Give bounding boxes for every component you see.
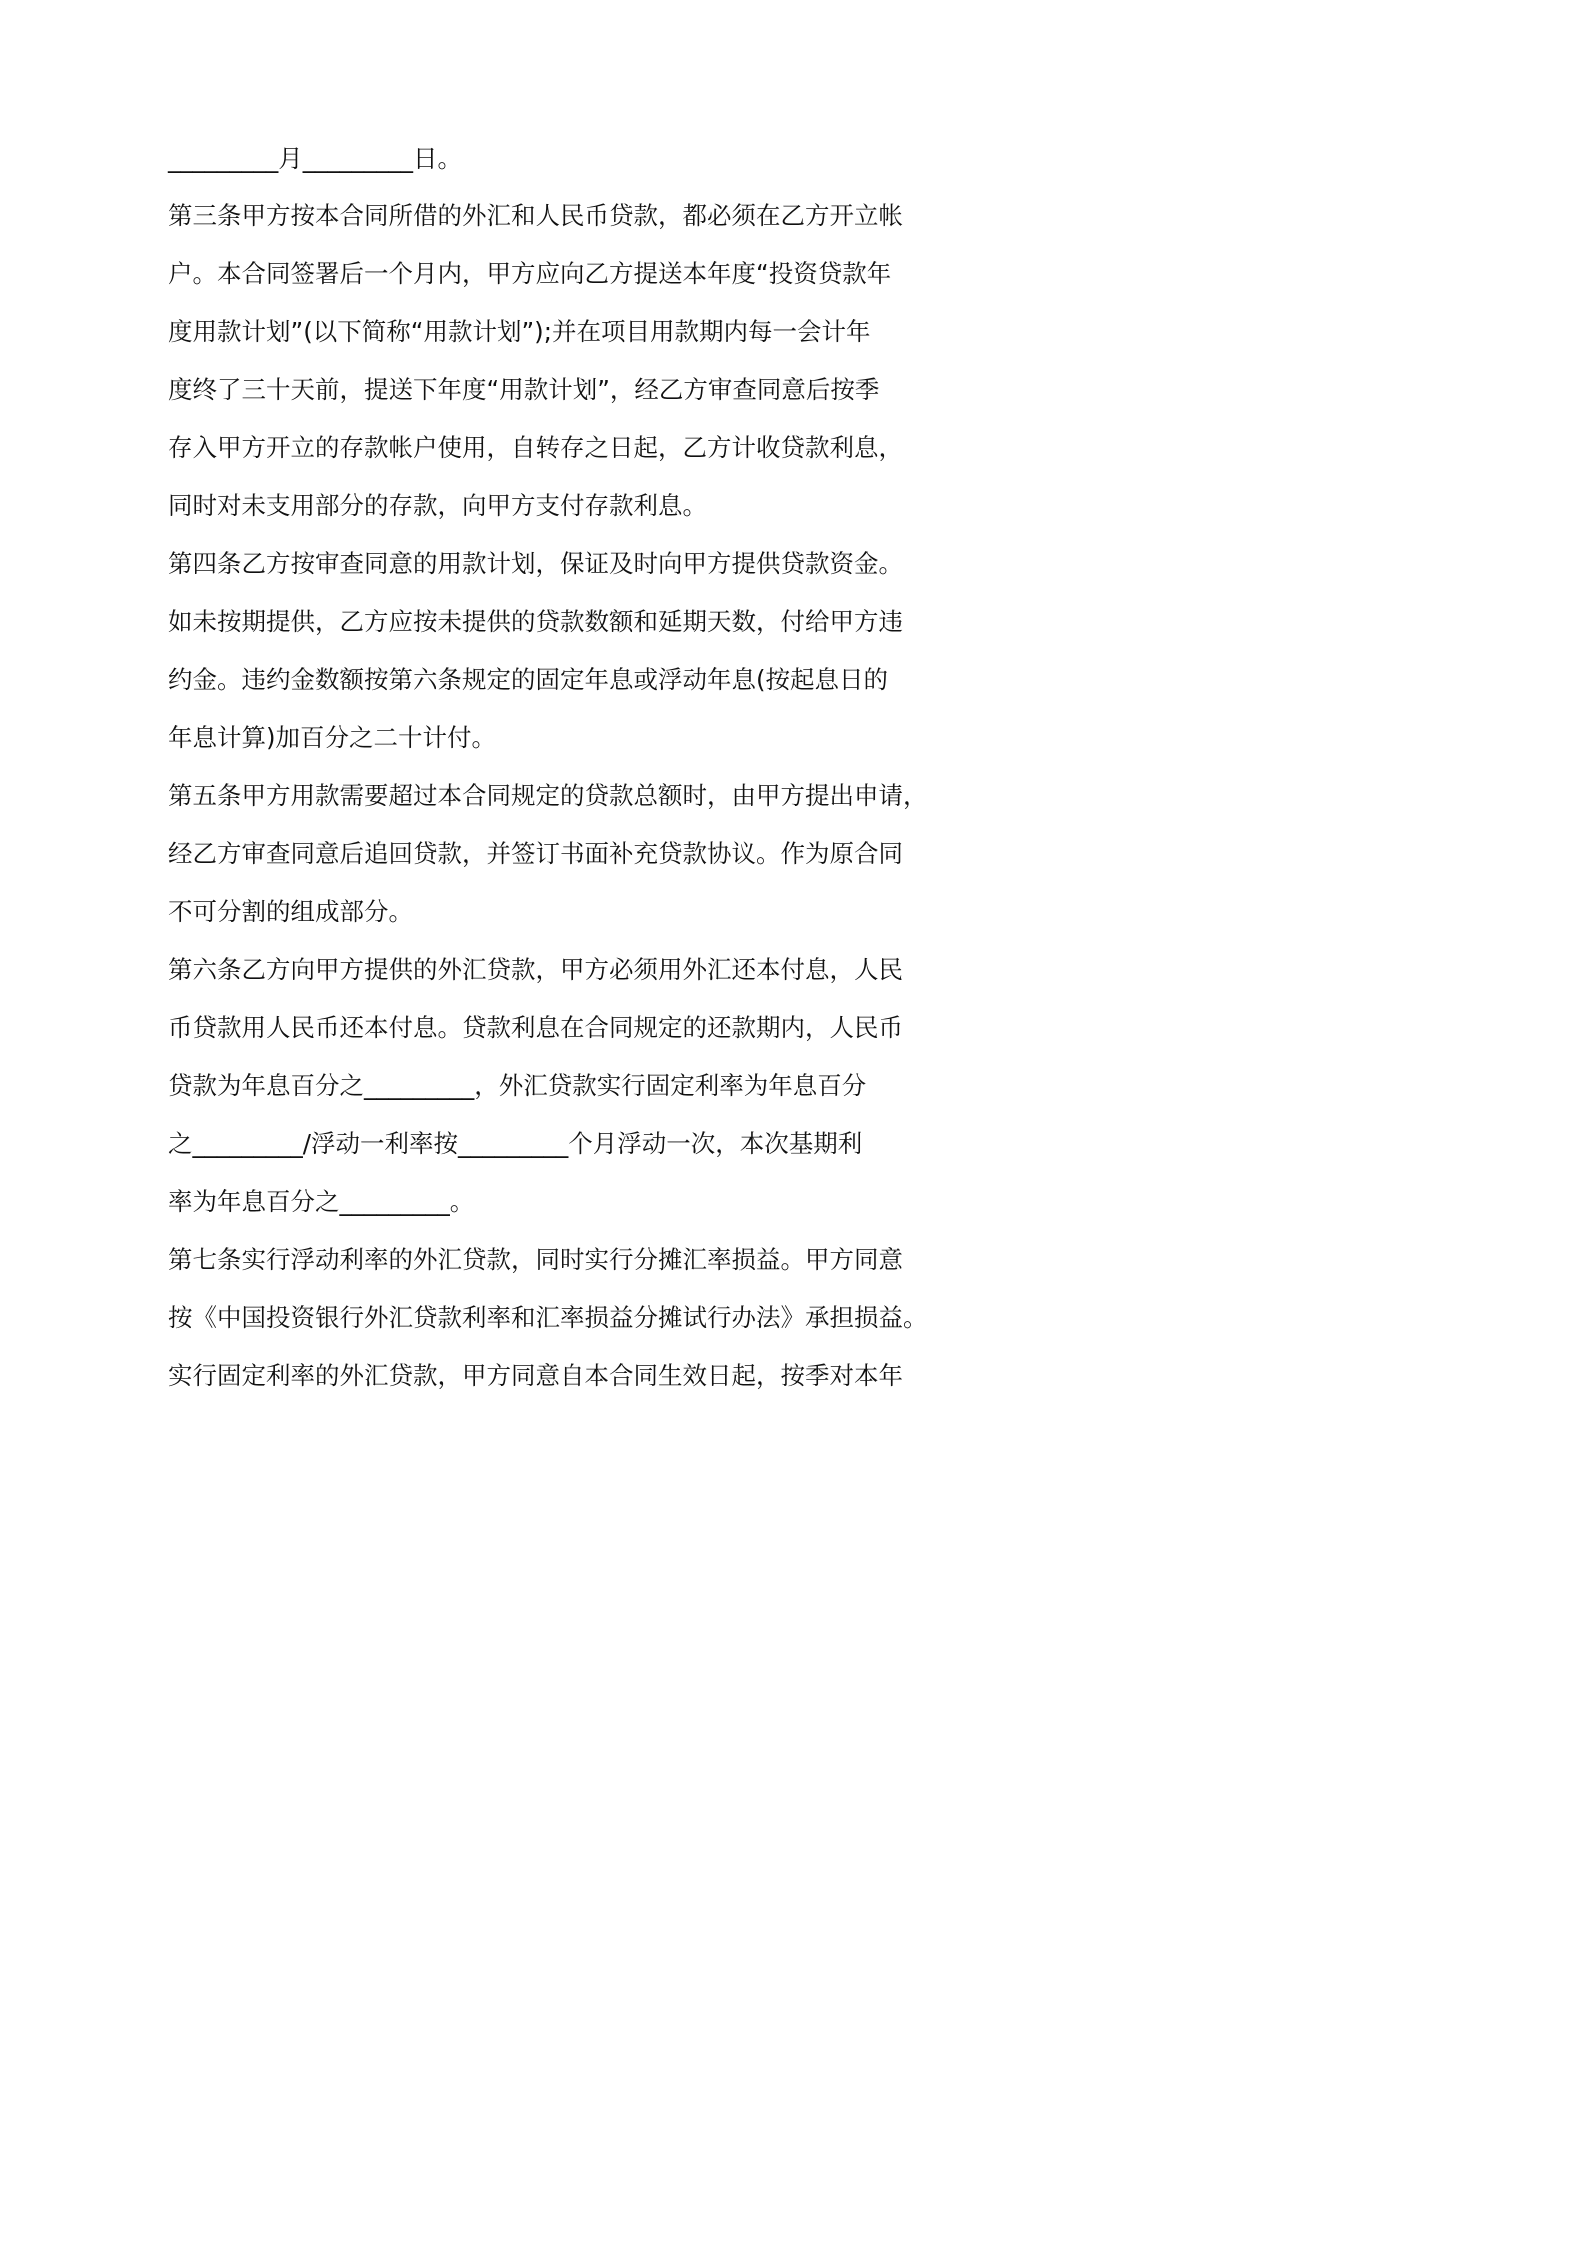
text-line: 同时对未支用部分的存款，向甲方支付存款利息。	[168, 491, 707, 520]
text-line: 币贷款用人民币还本付息。贷款利息在合同规定的还款期内，人民币	[168, 1013, 903, 1042]
text-line: 度用款计划”(以下简称“用款计划”);并在项目用款期内每一会计年	[168, 317, 871, 346]
text-line: 按《中国投资银行外汇贷款利率和汇率损益分摊试行办法》承担损益。	[168, 1303, 928, 1332]
text-line-article-4-start: 第四条乙方按审查同意的用款计划，保证及时向甲方提供贷款资金。	[168, 549, 903, 578]
text-line-article-5-start: 第五条甲方用款需要超过本合同规定的贷款总额时，由甲方提出申请，	[168, 781, 928, 810]
text-line-rate-blanks: 之_________/浮动一利率按_________个月浮动一次，本次基期利	[168, 1129, 863, 1158]
text-line-rate-blank: 贷款为年息百分之_________，外汇贷款实行固定利率为年息百分	[168, 1071, 867, 1100]
text-line: 度终了三十天前，提送下年度“用款计划”，经乙方审查同意后按季	[168, 375, 880, 404]
document-page	[0, 0, 1105, 1562]
text-line: 户。本合同签署后一个月内，甲方应向乙方提送本年度“投资贷款年	[168, 259, 892, 288]
text-line: 实行固定利率的外汇贷款，甲方同意自本合同生效日起，按季对本年	[168, 1361, 903, 1390]
text-line: 不可分割的组成部分。	[168, 897, 413, 926]
text-line-article-6-start: 第六条乙方向甲方提供的外汇贷款，甲方必须用外汇还本付息，人民	[168, 955, 903, 984]
text-line-date-blanks: _________月_________日。	[168, 144, 462, 173]
text-line-article-3-start: 第三条甲方按本合同所借的外汇和人民币贷款，都必须在乙方开立帐	[168, 201, 903, 230]
text-line: 如未按期提供，乙方应按未提供的贷款数额和延期天数，付给甲方违	[168, 607, 903, 636]
text-line: 经乙方审查同意后追回贷款，并签订书面补充贷款协议。作为原合同	[168, 839, 903, 868]
text-line: 存入甲方开立的存款帐户使用，自转存之日起，乙方计收贷款利息，	[168, 433, 903, 462]
text-line-article-7-start: 第七条实行浮动利率的外汇贷款，同时实行分摊汇率损益。甲方同意	[168, 1245, 903, 1274]
text-line: 约金。违约金数额按第六条规定的固定年息或浮动年息(按起息日的	[168, 665, 889, 694]
text-line: 年息计算)加百分之二十计付。	[168, 723, 497, 752]
text-line-rate-blank: 率为年息百分之_________。	[168, 1187, 475, 1216]
